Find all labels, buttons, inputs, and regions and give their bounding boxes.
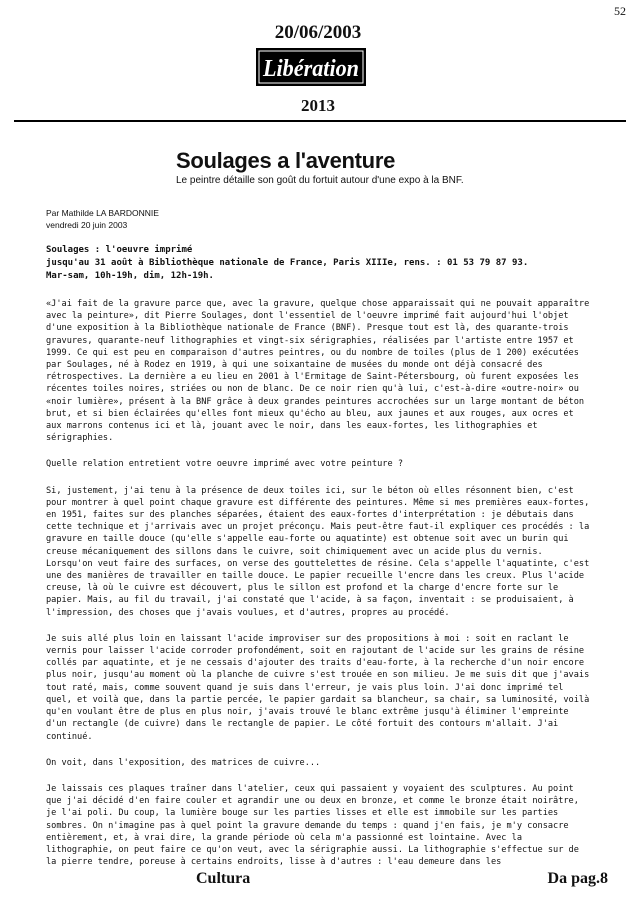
page-number: 52 xyxy=(614,4,626,18)
question-1: Quelle relation entretient votre oeuvre imprimé avec votre peinture ? xyxy=(46,459,403,470)
answer-1-continued: Je suis allé plus loin en laissant l'acide improviser sur des propositions à moi : soit en raclant le vernis pour laisser l'acide corroder profondément, soit en rajoutant de l'acide sur les grains de résine collés par aquatinte, et je ne cessais d'ajouter des traits d'eau-forte, à la recherche d'un noir encore plus noir, jusqu'au moment où la planche de cuivre s'est trouée en son milieu. Je me suis dit que j'avais tout raté, mais, comme souvent quand je suis dans l'erreur, je vais plus loin. J'ai donc imprimé tel quel, et voilà que, dans la partie percée, le papier gardait sa blancheur, sa chair, sa luminosité, voilà qu'en voulant être de plus en plus noir, j'avais trouvé le blanc extrême jusqu'à éliminer l'empreinte d'un rectangle (de cuivre) dans le rectangle de papier. Le côté fortuit des contours m'allait. J'ai continué. xyxy=(46,633,590,742)
article-subhead: Le peintre détaille son goût du fortuit autour d'une expo à la BNF. xyxy=(176,175,464,186)
svg-text:Libération: Libération xyxy=(262,56,359,82)
info-venue: jusqu'au 31 août à Bibliothèque nationale de France, Paris XIIIe, rens. : 01 53 79 87 93. xyxy=(46,258,529,268)
header-year: 2013 xyxy=(301,96,335,115)
info-title: Soulages : l'oeuvre imprimé xyxy=(46,245,193,255)
header-date: 20/06/2003 xyxy=(274,22,362,43)
footer-continuation: Da pag.8 xyxy=(547,870,608,887)
byline xyxy=(46,207,159,231)
footer-section: Cultura xyxy=(196,870,251,887)
answer-2: Je laissais ces plaques traîner dans l'atelier, ceux qui passaient y voyaient des sculptures. Au point que j'ai décidé d'en faire couler et agrandir une ou deux en bronze, et comme le bronze était noirâtre, je l'ai poli. Du coup, la lumière bouge sur les parties lisses et elle est immobile sur les parties sombres. On n'imagine pas à quel point la gravure demande du temps : quand j'en fais, je m'y consacre entièrement, et, à vrai dire, la grande période où cela m'a passionné est lointaine. Avec la lithographie, on peut faire ce qu'on veut, avec la sérigraphie aussi. La lithographie s'effectue sur de la pierre tendre, poreuse à certains endroits, lisse à d'autres : l'eau demeure dans les xyxy=(46,783,579,868)
liberation-logo xyxy=(256,48,366,86)
exhibition-info xyxy=(46,244,528,283)
paragraph-intro: «J'ai fait de la gravure parce que, avec la gravure, quelque chose apparaissait qui ne pouvait apparaître avec la peinture», dit Pierre Soulages, dont l'essentiel de l'oeuvre imprimé fait aujourd'hui l'objet d'une exposition à la Bibliothèque nationale de France (BNF). Presque tout est là, des quarante-trois gravures, quarante-neuf lithographies et vingt-six sérigraphies, réalisées par l'artiste entre 1957 et 1999. Ce qui est peu en comparaison d'autres peintres, ou du nombre de toiles (plus de 1 200) exécutées par Soulages, né à Rodez en 1919, à qui une soixantaine de musées du monde ont déjà consacré des rétrospectives. La dernière a eu lieu en 2001 à l'Ermitage de Saint-Pétersbourg, où furent exposées les récentes toiles noires, striées ou non de blanc. De ce noir rien qu'à lui, c'est-à-dire «outre-noir» ou «noir lumière», présent à la BNF grâce à deux grandes peintures accrochées sur un large montant de béton brut, et si bien éclairées qu'elles font mieux qu'écho au bleu, aux jaunes et aux rouges, aux ocres et aux marrons contenus ici et là, jouant avec le noir, dans les eaux-fortes, les lithographies et sérigraphies. xyxy=(46,299,590,444)
question-2: On voit, dans l'exposition, des matrices de cuivre... xyxy=(46,757,321,768)
article-body xyxy=(46,298,590,882)
author: Par Mathilde LA BARDONNIE xyxy=(46,208,159,218)
header-rule xyxy=(14,120,626,122)
info-hours: Mar-sam, 10h-19h, dim, 12h-19h. xyxy=(46,271,214,281)
article-date: vendredi 20 juin 2003 xyxy=(46,220,128,230)
article-headline: Soulages a l'aventure xyxy=(176,148,396,173)
answer-1: Si, justement, j'ai tenu à la présence de deux toiles ici, sur le béton où elles résonnent bien, c'est pour montrer à quel point chaque gravure est différente des peintures. Même si mes premières eaux-fortes, en 1951, faites sur des planches séparées, étaient des eaux-fortes d'interprétation : je débutais dans cette technique et j'arrivais avec un projet préconçu. Mais peut-être faut-il expliquer ces procédés : la gravure en taille douce (qu'elle s'appelle eau-forte ou aquatinte) est obtenue soit avec un burin qui creuse mécaniquement des sillons dans le cuivre, soit chimiquement avec un acide plus du vernis. Lorsqu'on veut faire des surfaces, on verse des gouttelettes de résine. Cela s'appelle l'aquatinte, c'est une des manières de travailler en taille douce. Le papier recueille l'encre dans les creux. Plus l'acide creuse, là où le cuivre est découvert, plus le sillon est profond et la charge d'encre forte sur le papier. Mais, au fil du travail, j'ai constaté que l'acide, à sa façon, inventait : se produisaient, à l'impression, des choses que j'avais voulues, et d'autres, propres au procédé. xyxy=(46,485,590,618)
